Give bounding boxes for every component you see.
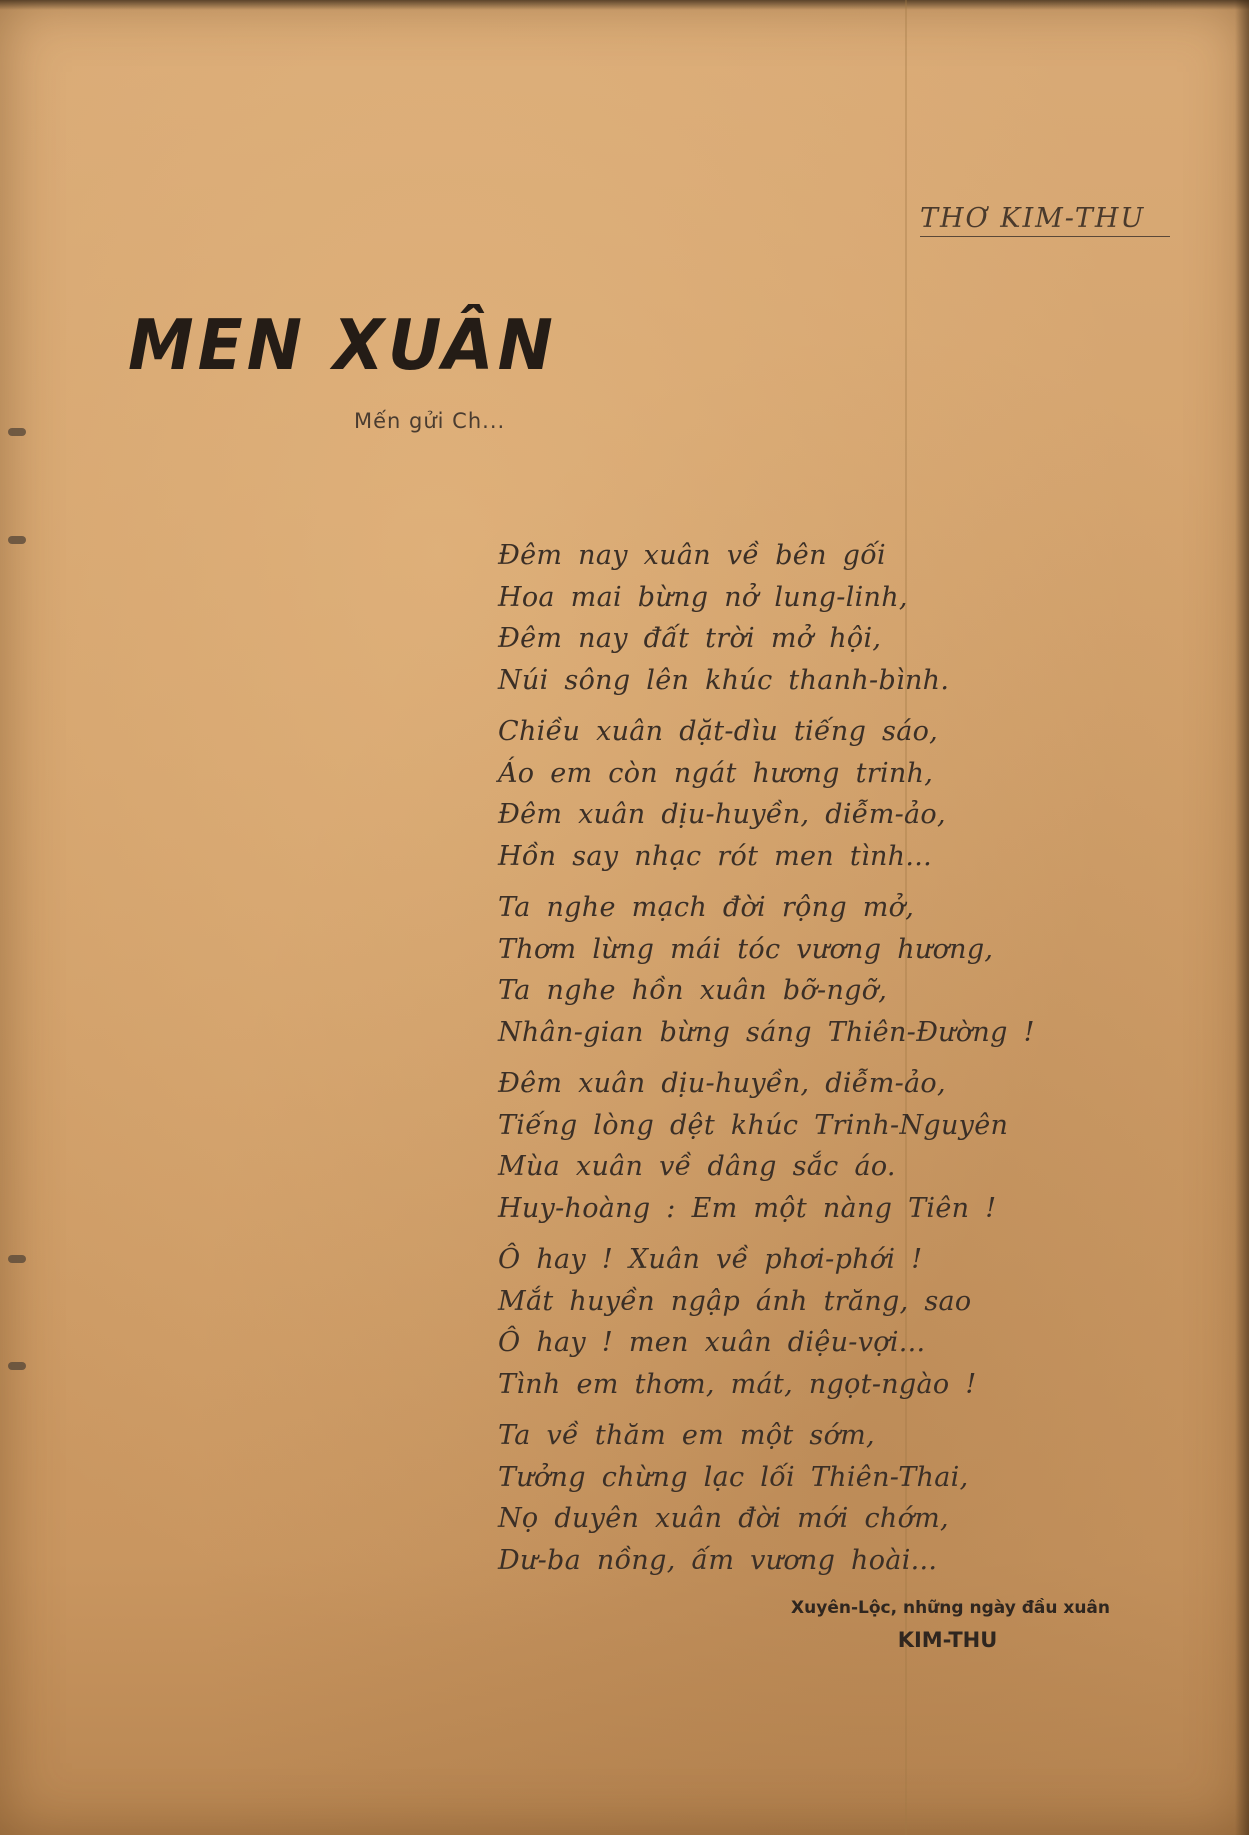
binding-hole [8, 1255, 26, 1263]
poem-line: Ô hay ! Xuân về phơi-phới ! [498, 1244, 923, 1275]
poem-line: Đêm xuân dịu-huyền, diễm-ảo, [498, 1068, 946, 1099]
poem-line: Ta về thăm em một sớm, [498, 1420, 875, 1451]
stanza [498, 535, 1058, 701]
stanza [498, 1239, 1058, 1405]
signature-place-date: Xuyên-Lộc, những ngày đầu xuân [791, 1598, 1110, 1618]
poem-line: Mùa xuân về dâng sắc áo. [498, 1151, 896, 1182]
poem-line: Hồn say nhạc rót men tình... [498, 840, 932, 872]
poem-line: Nọ duyên xuân đời mới chớm, [498, 1503, 949, 1534]
poem-line: Huy-hoàng : Em một nàng Tiên ! [498, 1192, 997, 1224]
poem-line: Tiếng lòng dệt khúc Trinh-Nguyên [498, 1109, 1009, 1141]
page-top-edge [0, 0, 1249, 10]
signature-block [765, 1598, 1110, 1652]
poem-line: Hoa mai bừng nở lung-linh, [498, 581, 908, 613]
page-right-edge [1235, 0, 1249, 1835]
poem-line: Áo em còn ngát hương trinh, [498, 757, 934, 789]
poem-line: Núi sông lên khúc thanh-bình. [498, 664, 950, 696]
poem-line: Nhân-gian bừng sáng Thiên-Đường ! [498, 1016, 1035, 1048]
author-heading: THƠ KIM-THU [920, 203, 1170, 237]
poem-line: Dư-ba nồng, ấm vương hoài... [498, 1544, 938, 1576]
poem-line: Ta nghe hồn xuân bỡ-ngỡ, [498, 975, 888, 1006]
binding-hole [8, 1362, 26, 1370]
poem-body [498, 535, 1058, 1591]
stanza [498, 887, 1058, 1053]
poem-line: Đêm nay đất trời mở hội, [498, 623, 882, 654]
signature-author-name: KIM-THU [897, 1628, 998, 1652]
binding-hole [8, 536, 26, 544]
poem-line: Thơm lừng mái tóc vương hương, [498, 933, 994, 965]
dedication: Mến gửi Ch... [354, 409, 506, 433]
poem-line: Ô hay ! men xuân diệu-vợi... [498, 1327, 926, 1358]
poem-line: Tưởng chừng lạc lối Thiên-Thai, [498, 1461, 969, 1493]
poem-line: Đêm nay xuân về bên gối [498, 540, 886, 571]
stanza [498, 1063, 1058, 1229]
binding-hole [8, 428, 26, 436]
poem-title: MEN XUÂN [128, 305, 557, 386]
poem-line: Ta nghe mạch đời rộng mở, [498, 892, 915, 923]
stanza [498, 711, 1058, 877]
poem-line: Đêm xuân dịu-huyền, diễm-ảo, [498, 799, 946, 830]
poem-line: Tình em thơm, mát, ngọt-ngào ! [498, 1368, 977, 1400]
stanza [498, 1415, 1058, 1581]
poem-line: Chiều xuân dặt-dìu tiếng sáo, [498, 716, 939, 747]
poem-line: Mắt huyền ngập ánh trăng, sao [498, 1285, 972, 1317]
